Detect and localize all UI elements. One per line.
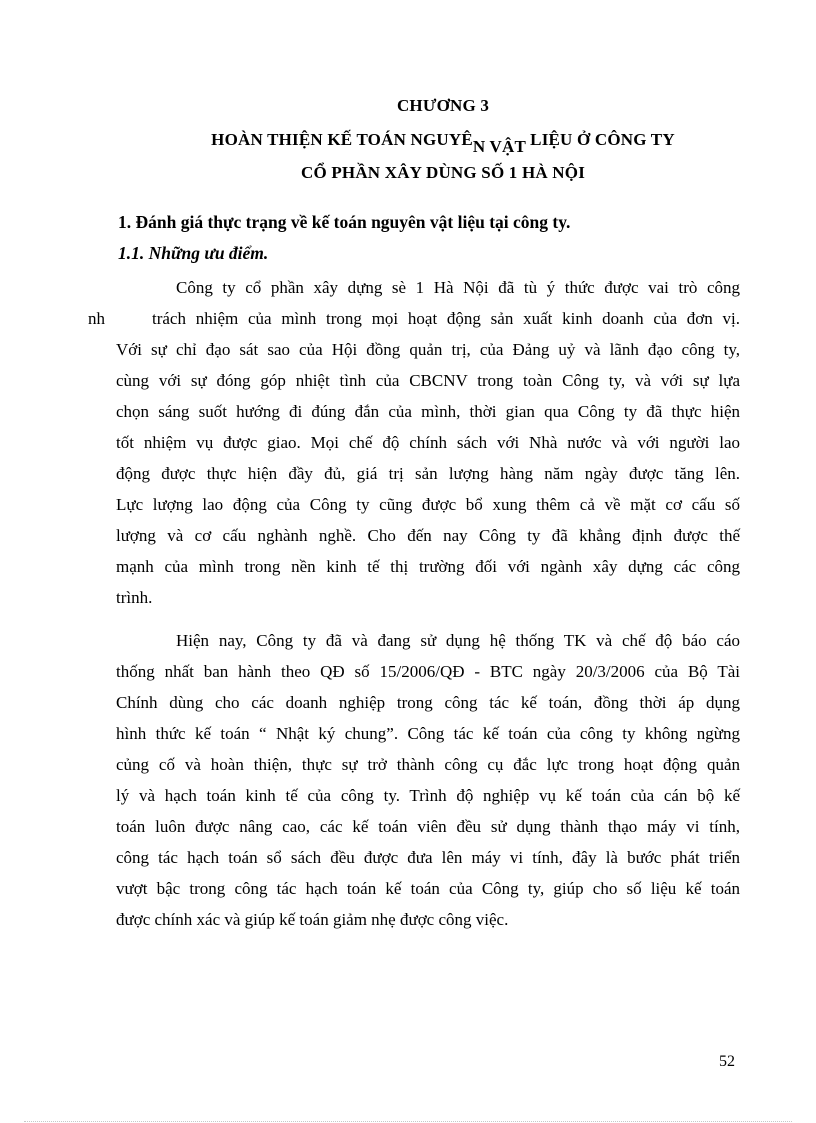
paragraph-line <box>88 303 740 334</box>
chapter-title-part-a: HOÀN THIỆN KẾ TOÁN NGUYÊ <box>211 130 473 149</box>
chapter-title-line2: CỔ PHẦN XÂY DÙNG SỐ 1 HÀ NỘI <box>300 163 586 182</box>
chapter-title-part-c: LIỆU Ở CÔNG TY <box>525 130 675 149</box>
section-heading-1-1: 1.1. Những ưu điểm. <box>118 243 269 263</box>
paragraph-line: toán luôn được nâng cao, các kế toán viên đều sử dụng thành thạo máy vi tính, <box>116 817 740 836</box>
chapter-title-line1 <box>100 130 786 156</box>
paragraph-line: được chính xác và giúp kế toán giảm nhẹ được công việc. <box>116 910 509 929</box>
paragraph-line: củng cố và hoàn thiện, thực sự trở thành công cụ đắc lực trong hoạt động quản <box>116 755 740 774</box>
paragraph-2 <box>116 625 740 935</box>
paragraph-line: Lực lượng lao động của Công ty cũng được bổ xung thêm cả về mặt cơ cấu số <box>116 495 740 514</box>
paragraph-line: tốt nhiệm vụ được giao. Mọi chế độ chính sách với Nhà nước và với người lao <box>116 433 740 452</box>
margin-fragment: nh <box>88 309 105 328</box>
chapter-title-part-b: N VẬT <box>472 137 526 156</box>
paragraph-line: công tác hạch toán sổ sách đều được đưa lên máy vi tính, đây là bước phát triển <box>116 848 740 867</box>
paragraph-line: động được thực hiện đầy đủ, giá trị sản lượng hàng năm ngày được tăng lên. <box>116 464 740 483</box>
paragraph-line: cùng với sự đóng góp nhiệt tình của CBCNV trong toàn Công ty, và với sự lựa <box>116 371 740 390</box>
paragraph-line: lý và hạch toán kinh tế của công ty. Trình độ nghiệp vụ kế toán của cán bộ kế <box>116 786 740 805</box>
paragraph-line: Công ty cổ phần xây dựng sè 1 Hà Nội đã tù ý thức được vai trò công <box>176 278 740 297</box>
paragraph-line: lượng và cơ cấu nghành nghề. Cho đến nay Công ty đã khẳng định được thế <box>116 526 740 545</box>
footer-divider <box>24 1121 792 1122</box>
paragraph-line: Với sự chỉ đạo sát sao của Hội đồng quản trị, của Đảng uỷ và lãnh đạo công ty, <box>116 340 740 359</box>
chapter-label: CHƯƠNG 3 <box>396 96 490 115</box>
page-number: 52 <box>719 1053 735 1070</box>
paragraph-line-text: trách nhiệm của mình trong mọi hoạt động sản xuất kinh doanh của đơn vị. <box>152 309 740 328</box>
paragraph-line: chọn sáng suốt hướng đi đúng đắn của mình, thời gian qua Công ty đã thực hiện <box>116 402 740 421</box>
paragraph-line: vượt bậc trong công tác hạch toán kế toán của Công ty, giúp cho số liệu kế toán <box>116 879 740 898</box>
paragraph-line: thống nhất ban hành theo QĐ số 15/2006/QĐ - BTC ngày 20/3/2006 của Bộ Tài <box>116 662 740 681</box>
paragraph-line: Chính dùng cho các doanh nghiệp trong công tác kế toán, đồng thời áp dụng <box>116 693 740 712</box>
paragraph-line: hình thức kế toán “ Nhật ký chung”. Công tác kế toán của công ty không ngừng <box>116 724 740 743</box>
paragraph-line: mạnh của mình trong nền kinh tế thị trường đối với ngành xây dựng các công <box>116 557 740 576</box>
paragraph-line: trình. <box>116 588 153 607</box>
section-heading-1: 1. Đánh giá thực trạng về kế toán nguyên vật liệu tại công ty. <box>118 212 571 232</box>
paragraph-line: Hiện nay, Công ty đã và đang sử dụng hệ thống TK và chế độ báo cáo <box>176 631 740 650</box>
paragraph-1 <box>88 272 740 613</box>
